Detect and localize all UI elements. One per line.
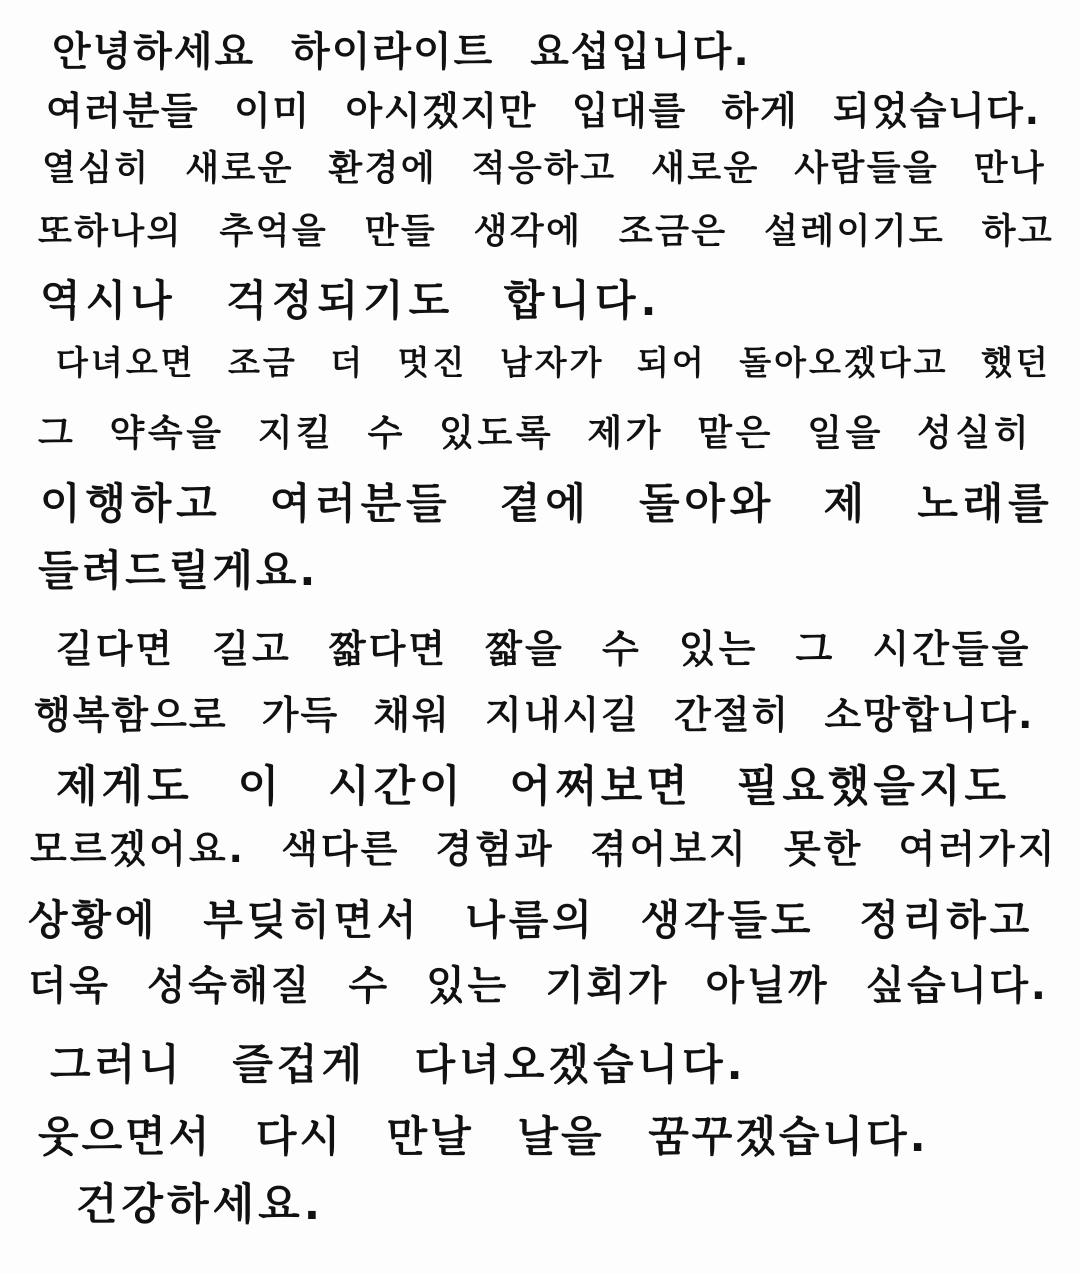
letter-line: 다녀오면 조금 더 멋진 남자가 되어 돌아오겠다고 했던 (56, 343, 1051, 382)
letter-line: 제게도 이 시간이 어쩌보면 필요했을지도 (56, 762, 1011, 812)
letter-line: 모르겠어요. 색다른 경험과 겪어보지 못한 여러가지 (30, 827, 1058, 871)
letter-line: 그 약속을 지킬 수 있도록 제가 맡은 일을 성실히 (38, 413, 1033, 454)
letter-line: 길다면 길고 짧다면 짧을 수 있는 그 시간들을 (56, 627, 1032, 671)
letter-line: 그러니 즐겁게 다녀오겠습니다. (50, 1040, 747, 1089)
letter-line: 상황에 부딪히면서 나름의 생각들도 정리하고 (28, 896, 1034, 944)
letter-line: 이행하고 여러분들 곁에 돌아와 제 노래를 (40, 479, 1054, 528)
letter-line: 들려드릴게요. (38, 546, 319, 595)
letter-line: 안녕하세요 하이라이트 요섭입니다. (52, 29, 751, 75)
letter-line: 행복함으로 가득 채워 지내시길 간절히 소망합니다. (34, 693, 1035, 737)
letter-line: 더욱 성숙해질 수 있는 기회가 아닐까 싶습니다. (28, 963, 1049, 1009)
letter-line: 열심히 새로운 환경에 적응하고 새로운 사람들을 만나 (42, 149, 1047, 189)
letter-closing: 건강하세요. (76, 1180, 325, 1230)
letter-line: 또하나의 추억을 만들 생각에 조금은 설레이기도 하고 (38, 212, 1055, 252)
letter-line: 웃으면서 다시 만날 날을 꿈꾸겠습니다. (38, 1112, 929, 1161)
letter-line: 역시나 걱정되기도 합니다. (40, 276, 662, 325)
letter-line: 여러분들 이미 아시겠지만 입대를 하게 되었습니다. (46, 89, 1041, 133)
